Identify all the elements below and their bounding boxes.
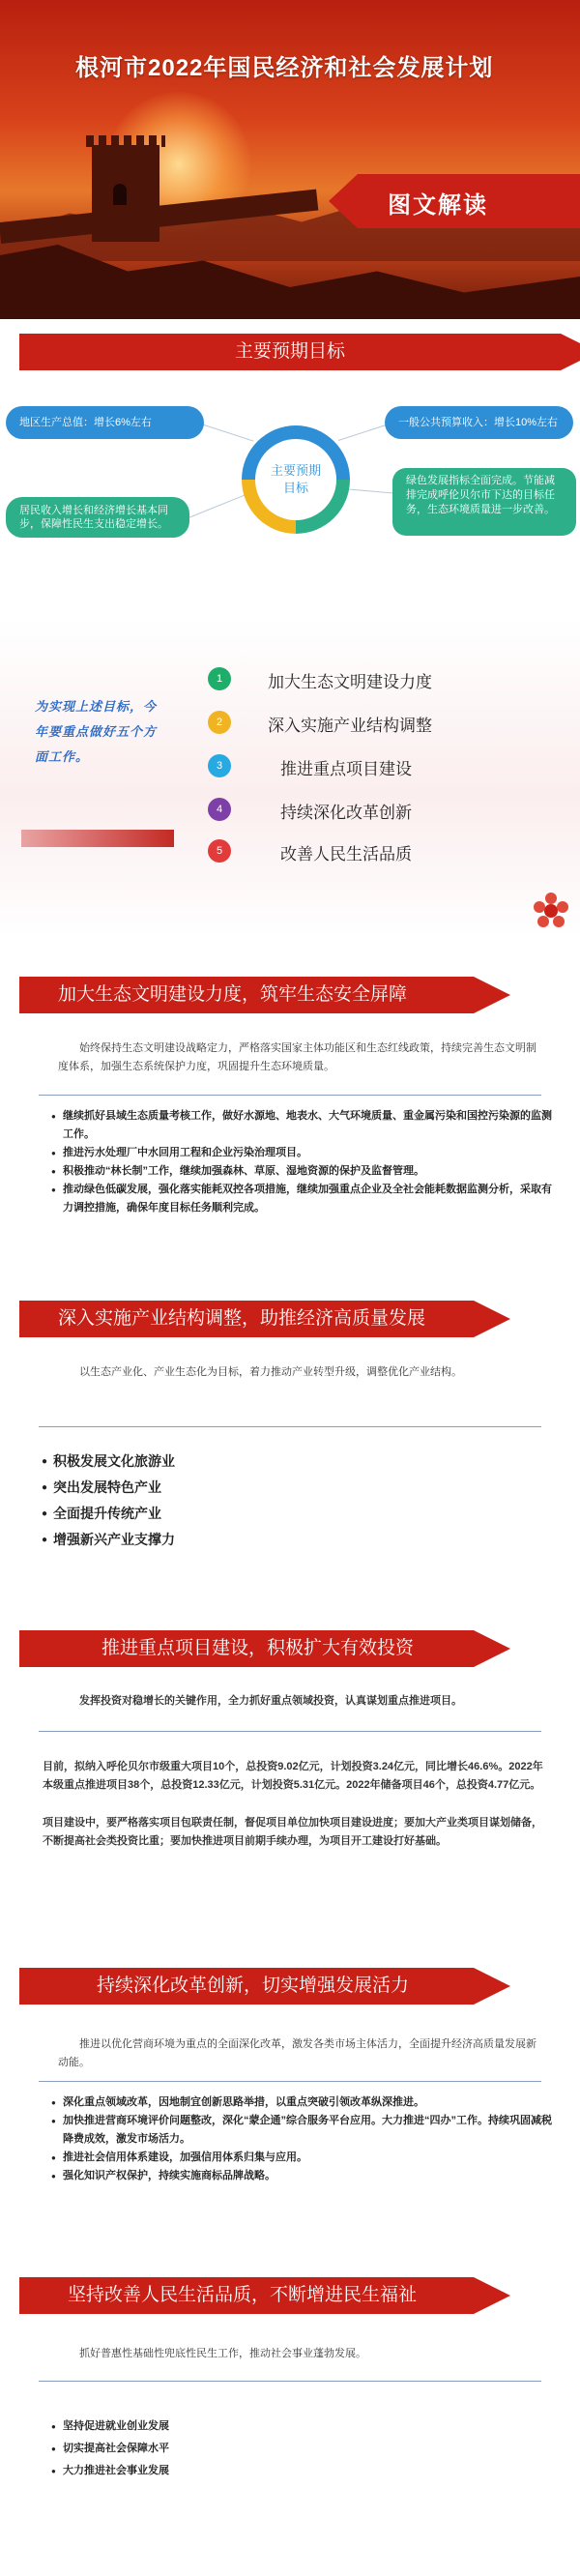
section-5-intro <box>58 2345 546 2363</box>
connector-line <box>188 494 247 518</box>
list-item: ● 强化知识产权保护，持续实施商标品牌战略。 <box>53 2167 556 2185</box>
section-3-heading <box>19 1630 474 1667</box>
task-label: 深入实施产业结构调整 <box>268 717 432 736</box>
section-1-bullets <box>53 1107 556 1217</box>
hero-banner <box>0 0 580 319</box>
section-2-heading <box>19 1301 474 1337</box>
section-5-intro-text: 抓好普惠性基础性兜底性民生工作，推动社会事业蓬勃发展。 <box>79 2348 366 2359</box>
section-2-heading-text: 深入实施产业结构调整，助推经济高质量发展 <box>58 1308 426 1329</box>
section-4-intro <box>58 2035 546 2072</box>
divider <box>39 1095 541 1096</box>
flower-ornament-icon <box>530 890 572 932</box>
list-item: ● 坚持促进就业创业发展 <box>53 2417 556 2436</box>
section-5-heading-text: 坚持改善人民生活品质，不断增进民生福祉 <box>68 2285 418 2305</box>
list-item: ● 积极发展文化旅游业 <box>44 1449 546 1475</box>
section-3-intro-text: 发挥投资对稳增长的关键作用，全力抓好重点领域投资，认真谋划重点推进项目。 <box>79 1695 462 1707</box>
great-wall-tower <box>92 145 160 242</box>
list-item: ● 继续抓好县域生态质量考核工作，做好水源地、地表水、大气环境质量、重金属污染和国控污染源的监测工作。 <box>53 1107 556 1144</box>
task-number: 5 <box>208 839 231 863</box>
tasks-decor-bar <box>21 830 174 847</box>
task-label: 推进重点项目建设 <box>280 760 412 779</box>
section-3-intro <box>58 1692 546 1711</box>
targets-heading-text: 主要预期目标 <box>234 341 345 362</box>
target-income: 居民收入增长和经济增长基本同步，保障性民生支出稳定增长。 <box>6 497 189 538</box>
section-4-intro-text: 推进以优化营商环境为重点的全面深化改革，激发各类市场主体活力，全面提升经济高质量发展新动能。 <box>58 2038 536 2068</box>
section-1-intro-text: 始终保持生态文明建设战略定力，严格落实国家主体功能区和生态红线政策，持续完善生态文明制度体系，加强生态系统保护力度，巩固提升生态环境质量。 <box>58 1042 536 1072</box>
task-label: 改善人民生活品质 <box>280 845 412 864</box>
section-2-bullets <box>44 1449 546 1553</box>
list-item: ● 积极推动“林长制”工作，继续加强森林、草原、湿地资源的保护及监督管理。 <box>53 1162 556 1181</box>
task-label: 持续深化改革创新 <box>280 804 412 823</box>
list-item: ● 推进社会信用体系建设，加强信用体系归集与应用。 <box>53 2149 556 2167</box>
targets-heading <box>19 334 561 370</box>
page-subtitle: 图文解读 <box>388 192 488 219</box>
task-number: 4 <box>208 798 231 821</box>
section-3-body-2: 项目建设中，要严格落实项目包联责任制，督促项目单位加快项目建设进度；要加大产业类项目谋划储备，不断提高社会类投资比重；要加快推进项目前期手续办理，为项目开工建设打好基础。 <box>43 1817 542 1847</box>
list-item: ● 全面提升传统产业 <box>44 1501 546 1527</box>
target-green: 绿色发展指标全面完成。节能减排完成呼伦贝尔市下达的目标任务，生态环境质量进一步改善。 <box>392 468 576 536</box>
connector-line <box>343 488 396 494</box>
task-number: 1 <box>208 667 231 690</box>
targets-ring-center <box>255 439 336 520</box>
list-item: ● 加快推进营商环境评价问题整改，深化“蒙企通”综合服务平台应用。大力推进“四办”工作。持续巩固减税降费成效，激发市场活力。 <box>53 2112 556 2149</box>
divider <box>39 1731 541 1732</box>
list-item: ● 大力推进社会事业发展 <box>53 2462 556 2480</box>
targets-ring <box>242 425 350 534</box>
section-1-heading-text: 加大生态文明建设力度，筑牢生态安全屏障 <box>58 984 408 1005</box>
page-title: 根河市2022年国民经济和社会发展计划 <box>75 55 494 81</box>
section-1-intro <box>58 1039 546 1076</box>
section-5-bullets <box>53 2417 556 2480</box>
target-budget: 一般公共预算收入：增长10%左右 <box>385 406 573 439</box>
task-number: 3 <box>208 754 231 777</box>
section-4-bullets <box>53 2093 556 2185</box>
list-item: ● 增强新兴产业支撑力 <box>44 1527 546 1553</box>
list-item: ● 切实提高社会保障水平 <box>53 2440 556 2458</box>
divider <box>39 2381 541 2382</box>
list-item: ● 推进污水处理厂中水回用工程和企业污染治理项目。 <box>53 1144 556 1162</box>
list-item: ● 推动绿色低碳发展，强化落实能耗双控各项措施，继续加强重点企业及全社会能耗数据监测分析，采取有力调控措施，确保年度目标任务顺利完成。 <box>53 1181 556 1217</box>
section-2-intro-text: 以生态产业化、产业生态化为目标，着力推动产业转型升级，调整优化产业结构。 <box>79 1366 462 1378</box>
divider <box>39 2081 541 2082</box>
task-number: 2 <box>208 711 231 734</box>
section-4-heading-text: 持续深化改革创新，切实增强发展活力 <box>97 1976 410 1996</box>
task-label: 加大生态文明建设力度 <box>268 673 432 692</box>
target-gdp: 地区生产总值：增长6%左右 <box>6 406 204 439</box>
section-1-heading <box>19 977 474 1013</box>
section-2-intro <box>58 1363 493 1382</box>
connector-line <box>338 424 390 441</box>
section-3-heading-text: 推进重点项目建设，积极扩大有效投资 <box>102 1638 415 1658</box>
list-item: ● 深化重点领域改革，因地制宜创新思路举措，以重点突破引领改革纵深推进。 <box>53 2093 556 2112</box>
section-4-heading <box>19 1968 474 2005</box>
targets-ring-label: 主要预期目标 <box>271 463 322 495</box>
connector-line <box>198 423 253 441</box>
list-item: ● 突出发展特色产业 <box>44 1475 546 1501</box>
tasks-note: 为实现上述目标，今年要重点做好五个方面工作。 <box>35 699 158 764</box>
section-5-heading <box>19 2277 474 2314</box>
divider <box>39 1426 541 1427</box>
section-3-body: 目前，拟纳入呼伦贝尔市级重大项目10个，总投资9.02亿元，计划投资3.24亿元，同比增长46.6%。2022年本级重点推进项目38个，总投资12.33亿元，计划投资5.31亿元。2022年储备项目46个，总投资4.77亿元。 <box>43 1761 543 1791</box>
